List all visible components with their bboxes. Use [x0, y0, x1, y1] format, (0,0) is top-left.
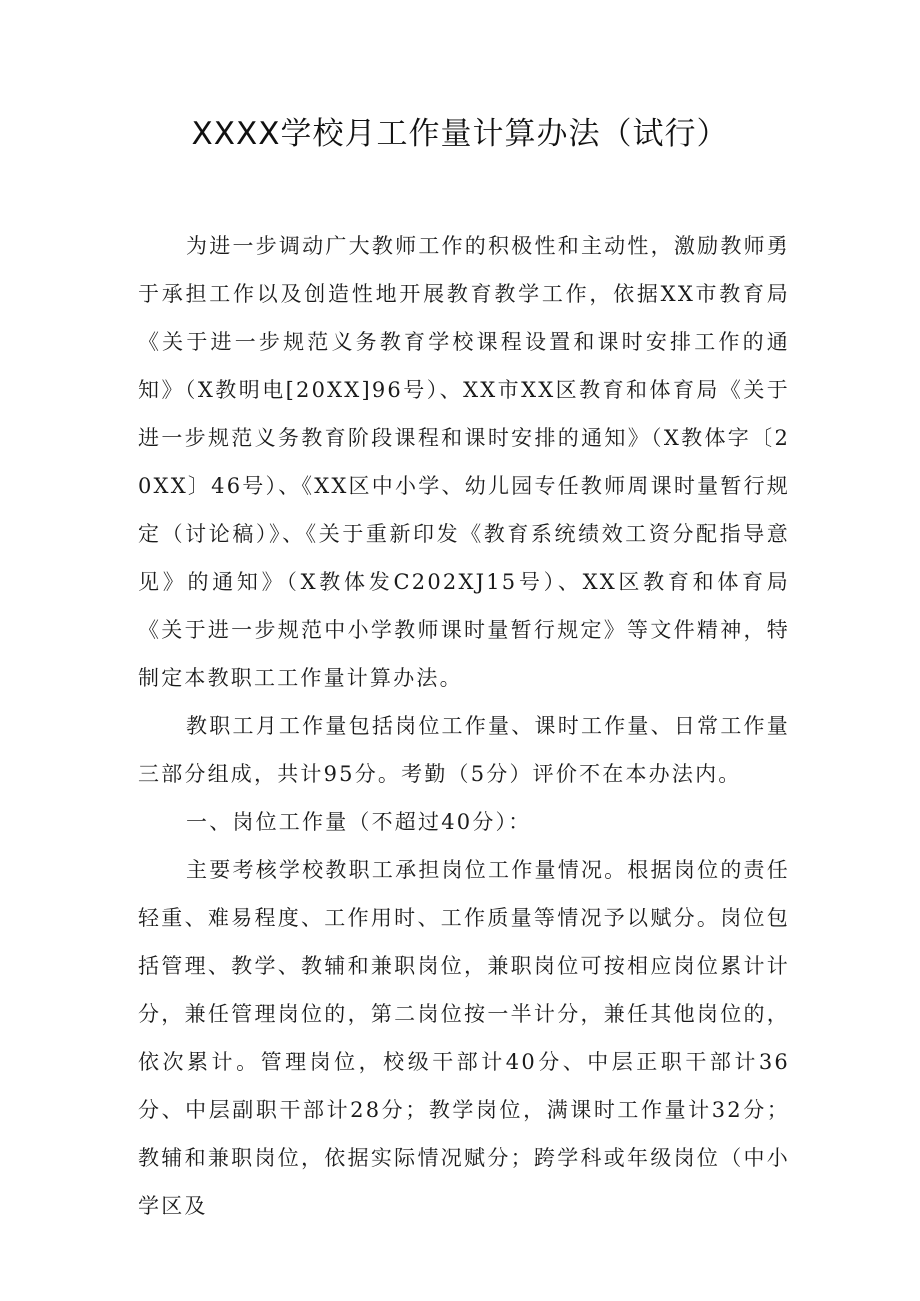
paragraph-composition: 教职工月工作量包括岗位工作量、课时工作量、日常工作量三部分组成，共计95分。考勤（5分）评价不在本办法内。	[138, 714, 790, 786]
document-title: XXXX学校月工作量计算办法（试行）	[191, 116, 729, 152]
paragraph-preamble: 为进一步调动广大教师工作的积极性和主动性，激励教师勇于承担工作以及创造性地开展教育教学工作，依据XX市教育局《关于进一步规范义务教育学校课程设置和课时安排工作的通知》（X教明电[20XX]96号）、XX市XX区教育和体育局《关于进一步规范义务教育阶段课程和课时安排的通知》（X教体字〔20XX〕46号）、《XX区中小学、幼儿园专任教师周课时量暂行规定（讨论稿）》、《关于重新印发《教育系统绩效工资分配指导意见》的通知》（X教体发C202XJ15号）、XX区教育和体育局《关于进一步规范中小学教师课时量暂行规定》等文件精神，特制定本教职工工作量计算办法。	[138, 234, 790, 690]
section-heading-post-workload: 一、岗位工作量（不超过40分）：	[186, 810, 532, 834]
paragraph-post-workload: 主要考核学校教职工承担岗位工作量情况。根据岗位的责任轻重、难易程度、工作用时、工作质量等情况予以赋分。岗位包括管理、教学、教辅和兼职岗位，兼职岗位可按相应岗位累计计分，兼任管理岗位的，第二岗位按一半计分，兼任其他岗位的，依次累计。管理岗位，校级干部计40分、中层正职干部计36分、中层副职干部计28分；教学岗位，满课时工作量计32分；教辅和兼职岗位，依据实际情况赋分；跨学科或年级岗位（中小学区及	[138, 858, 790, 1218]
document-body	[138, 222, 790, 1230]
